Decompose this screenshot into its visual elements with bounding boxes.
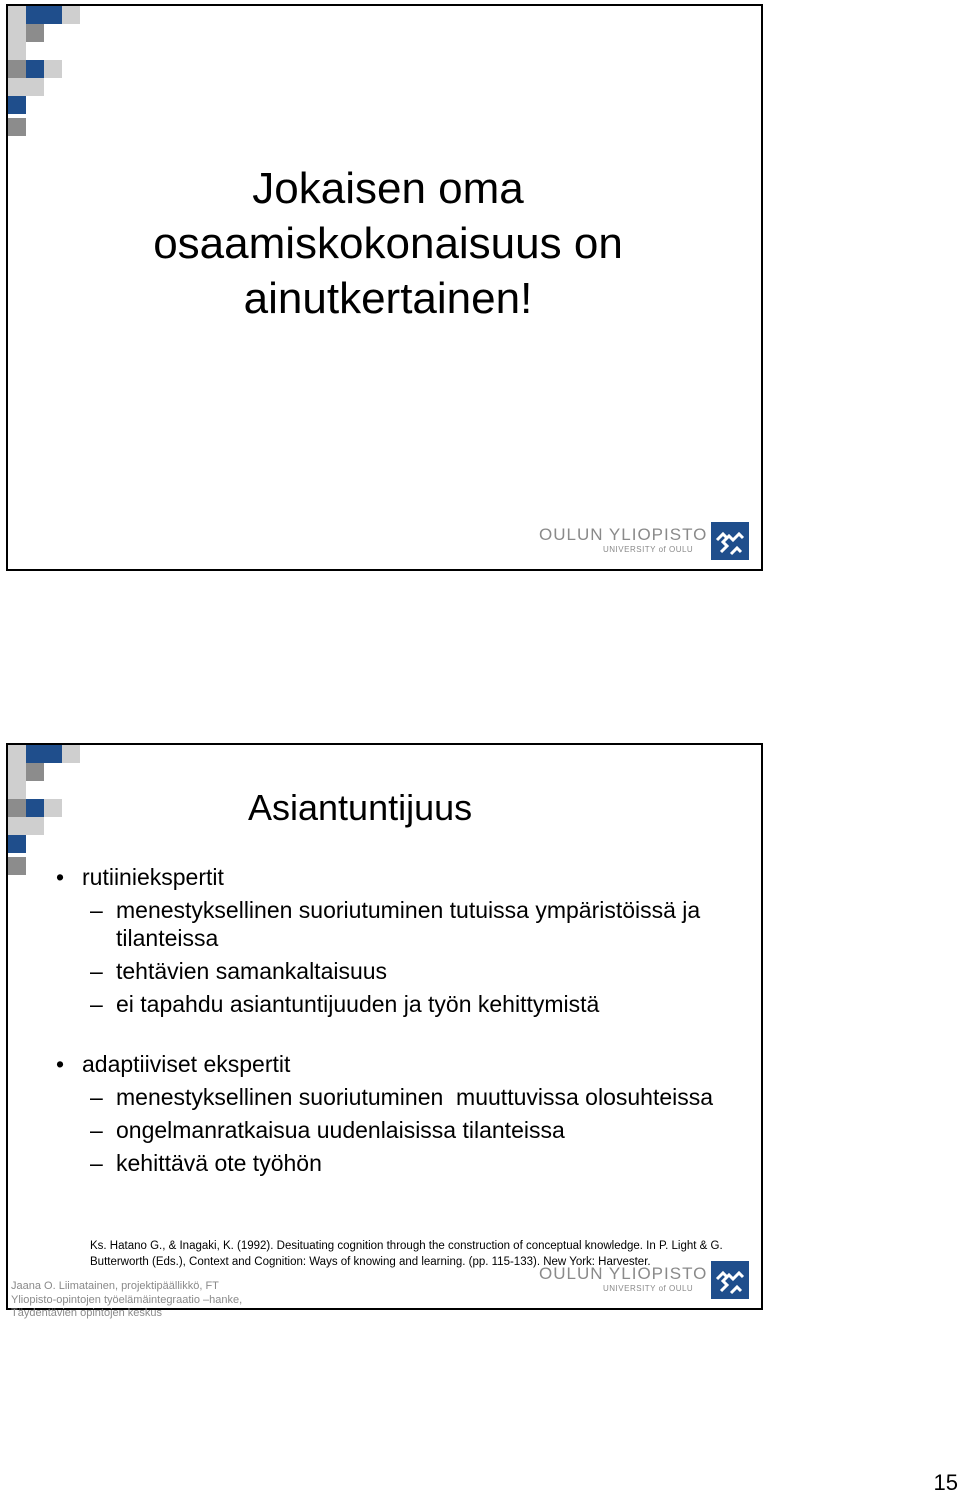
- dash-icon: –: [90, 1150, 103, 1176]
- sub-item-text: menestyksellinen suoriutuminen tutuissa ympäristöissä ja tilanteissa: [116, 897, 701, 951]
- logo-subtitle: UNIVERSITY of OULU: [603, 1284, 694, 1293]
- slide-title: [108, 161, 668, 326]
- reference-text: Ks. Hatano G., & Inagaki, K. (1992). Desituating cognition through the construction of conceptual knowledge. In P. Light & G. Butterworth (Eds.), Context and Cognition: Ways of knowing and learning. (pp. 115-133). New York: Harvester.: [90, 1240, 723, 1268]
- dash-icon: –: [90, 991, 103, 1017]
- sub-item: [54, 1144, 754, 1177]
- sub-item: [54, 952, 754, 985]
- dash-icon: –: [90, 1117, 103, 1143]
- logo-name: OULUN YLIOPISTO: [539, 525, 708, 544]
- bullet-list: [54, 863, 754, 1177]
- dash-icon: –: [90, 897, 103, 923]
- page-number: 15: [933, 1470, 958, 1495]
- footer-line: Täydentävien opintojen keskus: [11, 1307, 163, 1319]
- dash-icon: –: [90, 1084, 103, 1110]
- footer-line: Jaana O. Liimatainen, projektipäällikkö, FT: [11, 1280, 219, 1292]
- university-emblem-icon: [711, 522, 749, 560]
- logo-name: OULUN YLIOPISTO: [539, 1264, 708, 1283]
- slide-title: Asiantuntijuus: [248, 787, 473, 828]
- bullet-icon: •: [56, 1051, 65, 1077]
- slide-2: [6, 743, 763, 1319]
- sub-item: [54, 985, 754, 1018]
- university-logo: [539, 1261, 749, 1301]
- sub-item-text: tehtävien samankaltaisuus: [116, 958, 388, 984]
- sub-item: [54, 1111, 754, 1144]
- slide-1: [6, 4, 763, 571]
- footer-line: Yliopisto-opintojen työelämäintegraatio –hanke,: [11, 1293, 243, 1306]
- sub-item: [54, 891, 754, 952]
- title-line: Jokaisen oma: [252, 164, 524, 213]
- sub-item-text: ongelmanratkaisua uudenlaisissa tilanteissa: [116, 1117, 565, 1143]
- bullet-item: [54, 863, 754, 891]
- bullet-icon: •: [56, 864, 65, 890]
- bullet-item: [54, 1050, 754, 1078]
- logo-subtitle: UNIVERSITY of OULU: [603, 545, 694, 554]
- sub-item-text: ei tapahdu asiantuntijuuden ja työn kehittymistä: [116, 991, 600, 1017]
- bullet-label: rutiiniekspertit: [82, 864, 224, 890]
- slide-footer: [11, 1280, 242, 1321]
- bullet-label: adaptiiviset ekspertit: [82, 1051, 291, 1077]
- title-line: osaamiskokonaisuus on: [153, 219, 623, 268]
- sub-item-text: menestyksellinen suoriutuminen muuttuvissa olosuhteissa: [116, 1084, 714, 1110]
- sub-item-text: kehittävä ote työhön: [116, 1150, 322, 1176]
- university-logo: [539, 522, 749, 562]
- title-line: ainutkertainen!: [243, 274, 533, 323]
- dash-icon: –: [90, 958, 103, 984]
- sub-item: [54, 1078, 754, 1111]
- university-emblem-icon: [711, 1261, 749, 1299]
